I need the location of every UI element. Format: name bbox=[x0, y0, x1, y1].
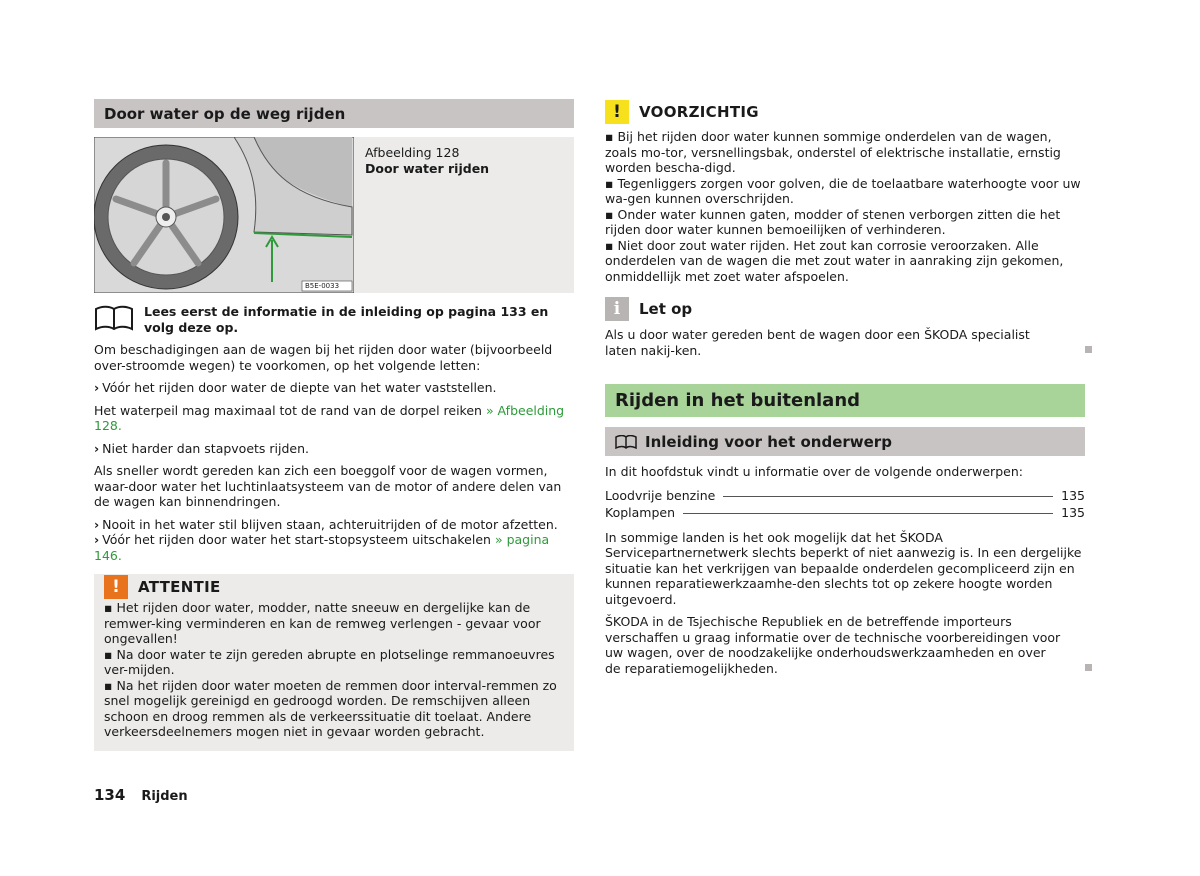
voorzichtig-title: VOORZICHTIG bbox=[639, 103, 759, 121]
subsection-header bbox=[605, 427, 1085, 456]
voorzichtig-body bbox=[605, 129, 1085, 284]
toc-entry[interactable] bbox=[605, 487, 1085, 504]
page-number: 134 bbox=[94, 786, 126, 804]
section-title: Door water op de weg rijden bbox=[94, 99, 574, 128]
left-column bbox=[94, 99, 574, 751]
figure-number: Afbeelding 128 bbox=[365, 145, 460, 160]
boeggolf-text: Als sneller wordt gereden kan zich een boeggolf voor de wagen vormen, waar-door water het luchtinlaatsysteem van de motor of andere delen van de wagen kan binnendringen. bbox=[94, 463, 562, 509]
waterpeil-text: Het waterpeil mag maximaal tot de rand van de dorpel reiken » Afbeelding 128. bbox=[94, 402, 565, 433]
end-marker-icon bbox=[1085, 664, 1092, 671]
servicenet-text: In sommige landen is het ook mogelijk dat het ŠKODA Servicepartnernetwerk slechts beperkt of niet aanwezig is. In een dergelijke situatie kan het verkrijgen van bepaalde onderdelen gecompliceerd zijn en kunnen reparatiewerkzaamhe-den slechts tot op zekere hoogte worden uitgevoerd. bbox=[605, 529, 1082, 607]
figure-caption bbox=[365, 145, 489, 177]
figure-code: B5E-0033 bbox=[305, 282, 340, 290]
end-marker-icon bbox=[1085, 346, 1092, 353]
page-link[interactable]: » pagina 146. bbox=[94, 532, 550, 563]
book-icon bbox=[615, 435, 637, 449]
list-item: › Nooit in het water stil blijven staan, achteruitrijden of de motor afzetten. bbox=[94, 516, 558, 532]
toc-list bbox=[605, 487, 1085, 521]
toc-page: 135 bbox=[1061, 487, 1085, 503]
letop-body bbox=[605, 327, 1085, 358]
attentie-title: ATTENTIE bbox=[138, 578, 221, 596]
chapter-label: Rijden bbox=[141, 789, 188, 804]
chapter-title: Rijden in het buitenland bbox=[605, 384, 1085, 417]
page-footer bbox=[94, 786, 188, 804]
toc-leader bbox=[723, 496, 1053, 497]
toc-entry[interactable] bbox=[605, 504, 1085, 521]
letop-header bbox=[605, 296, 1085, 322]
attentie-header bbox=[104, 574, 562, 600]
list-item: › Niet harder dan stapvoets rijden. bbox=[94, 440, 310, 456]
importeurs-block bbox=[605, 614, 1085, 676]
importeurs-text: ŠKODA in de Tsjechische Republiek en de betreffende importeurs verschaffen u graag informatie over de technische voorbereidingen voor uw wagen, over de noodzakelijke onderhoudswerkzaamheden en over de reparatiemogelijkheden. bbox=[605, 614, 1061, 676]
toc-label: Loodvrije benzine bbox=[605, 487, 716, 503]
voorzichtig-header bbox=[605, 99, 1085, 125]
info-icon: i bbox=[605, 297, 629, 321]
list-item: › Vóór het rijden door water het start-stopsysteem uitschakelen » pagina 146. bbox=[94, 532, 550, 563]
letop-title: Let op bbox=[639, 300, 693, 318]
attentie-bullet: ▪ Na het rijden door water moeten de remmen door interval-remmen zo snel mogelijk gereinigd en gedroogd worden. De remschijven alleen schoon en droog remmen als de verkeerssituatie dit toelaat. Andere verkeersdeelnemers mogen niet in gevaar worden gebracht. bbox=[104, 678, 562, 740]
voorzichtig-bullet: ▪ Bij het rijden door water kunnen sommige onderdelen van de wagen, zoals mo-tor, versnellingsbak, onderstel of elektrische installatie, ernstig worden bescha-digd. bbox=[605, 129, 1085, 176]
caution-icon: ! bbox=[605, 100, 629, 124]
warning-icon: ! bbox=[104, 575, 128, 599]
voorzichtig-bullet: ▪ Tegenliggers zorgen voor golven, die de toelaatbare waterhoogte voor uw wa-gen kunnen overschrijden. bbox=[605, 176, 1085, 207]
read-first-note bbox=[94, 301, 574, 335]
chevron-right-icon: › bbox=[94, 440, 100, 456]
attentie-bullet: ▪ Na door water te zijn gereden abrupte en plotselinge remmanoeuvres ver-mijden. bbox=[104, 647, 562, 678]
toc-leader bbox=[683, 513, 1053, 514]
chevron-right-icon: › bbox=[94, 516, 100, 532]
chevron-right-icon: › bbox=[94, 380, 100, 395]
book-icon bbox=[94, 305, 134, 331]
read-first-text: Lees eerst de informatie in de inleiding op pagina 133 en volg deze op. bbox=[144, 304, 549, 335]
figure-panel bbox=[94, 137, 574, 293]
figure-title: Door water rijden bbox=[365, 161, 490, 176]
right-column bbox=[605, 99, 1085, 676]
intro-text: Om beschadigingen aan de wagen bij het rijden door water (bijvoorbeeld over-stroomde wegen) te voorkomen, op het volgende letten: bbox=[94, 342, 553, 373]
attentie-box bbox=[94, 574, 574, 751]
voorzichtig-bullet: ▪ Niet door zout water rijden. Het zout kan corrosie veroorzaken. Alle onderdelen van de wagen die met zout water in aanraking zijn gekomen, onmiddellijk met zoet water afspoelen. bbox=[605, 238, 1085, 285]
car-wheel-figure bbox=[94, 137, 354, 293]
toc-intro: In dit hoofdstuk vindt u informatie over de volgende onderwerpen: bbox=[605, 464, 1023, 479]
voorzichtig-bullet: ▪ Onder water kunnen gaten, modder of stenen verborgen zitten die het rijden door water kunnen bemoeilijken of verhinderen. bbox=[605, 207, 1085, 238]
chevron-right-icon: › bbox=[94, 532, 100, 547]
toc-label: Koplampen bbox=[605, 504, 676, 520]
subsection-title: Inleiding voor het onderwerp bbox=[645, 432, 892, 451]
letop-text: Als u door water gereden bent de wagen door een ŠKODA specialist laten nakij-ken. bbox=[605, 327, 1030, 358]
attentie-bullet: ▪ Het rijden door water, modder, natte sneeuw en dergelijke kan de remwer-king verminderen en kan de remweg verlengen - gevaar voor ongevallen! bbox=[104, 600, 562, 647]
list-item: › Vóór het rijden door water de diepte van het water vaststellen. bbox=[94, 380, 497, 395]
toc-page: 135 bbox=[1061, 504, 1085, 520]
figure-link[interactable]: » Afbeelding 128. bbox=[94, 402, 565, 433]
